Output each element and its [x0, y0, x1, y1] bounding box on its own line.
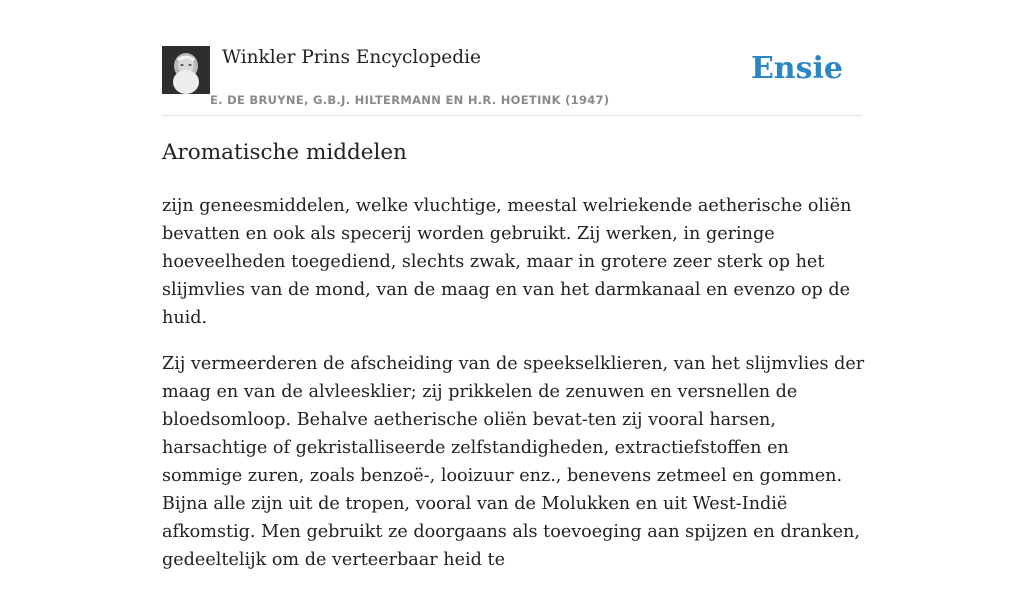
site-title[interactable]: Winkler Prins Encyclopedie [222, 47, 481, 68]
author-avatar[interactable] [162, 46, 210, 94]
article-body [162, 192, 872, 592]
article-paragraph: zijn geneesmiddelen, welke vluchtige, meestal welriekende aetherische oliën bevatten en ook als specerij worden gebruikt. Zij werken, in geringe hoeveelheden toegediend, slechts zwak, maar in grotere zeer sterk op het slijmvlies van de mond, van de maag en van het darmkanaal en evenzo op de huid. [162, 196, 852, 328]
source-authors: E. DE BRUYNE, G.B.J. HILTERMANN EN H.R. HOETINK (1947) [210, 93, 610, 107]
page-title: Aromatische middelen [162, 140, 407, 165]
article-paragraph: Zij vermeerderen de afscheiding van de speekselklieren, van het slijmvlies der maag en van de alvleesklier; zij prikkelen de zenuwen en versnellen de bloedsomloop. Behalve aetherische oliën bevat-ten zij vooral harsen, harsachtige of gekristalliseerde zelfstandigheden, extractiefstoffen en sommige zuren, zoals benzoë-, looizuur enz., benevens zetmeel en gommen. Bijna alle zijn uit de tropen, vooral van de Molukken en uit West-Indië afkomstig. Men gebruikt ze doorgaans als toevoeging aan spijzen en dranken, gedeeltelijk om de verteerbaar heid te [162, 354, 865, 570]
site-header [162, 46, 862, 116]
author-portrait-icon [162, 46, 210, 94]
brand-logo[interactable]: Ensie [750, 51, 843, 86]
